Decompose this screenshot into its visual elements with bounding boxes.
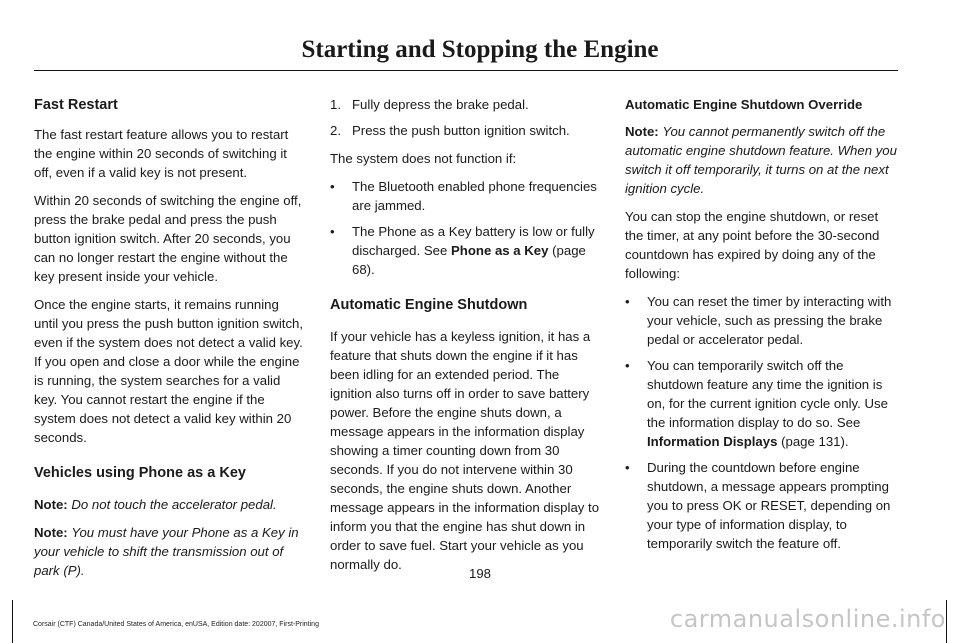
edition-footer: Corsair (CTF) Canada/United States of America, enUSA, Edition date: 202007, First-Printing xyxy=(33,621,319,628)
note-label: Note: xyxy=(625,124,659,139)
steps-list xyxy=(330,95,602,140)
bullet-icon: • xyxy=(330,224,335,239)
list-item xyxy=(625,458,897,553)
section-heading-fast-restart: Fast Restart xyxy=(34,97,118,113)
cross-reference-link[interactable]: Information Displays xyxy=(647,434,778,449)
list-item xyxy=(625,356,897,451)
section-heading-shutdown-override: Automatic Engine Shutdown Override xyxy=(625,97,863,112)
bullet-text: You can reset the timer by interacting with your vehicle, such as pressing the brake pedal or accelerator pedal. xyxy=(647,294,892,347)
list-item xyxy=(330,222,602,279)
bullet-icon: • xyxy=(625,460,630,475)
bullet-icon: • xyxy=(625,358,630,373)
crop-mark-right xyxy=(946,600,947,643)
bullet-text: The Bluetooth enabled phone frequencies are jammed. xyxy=(352,179,597,213)
paragraph: If your vehicle has a keyless ignition, it has a feature that shuts down the engine if it has been idling for an extended period. The ignition also turns off in order to save battery power. Before the engine shuts down, a message appears in the information display showing a timer counting down from 30 seconds. If you do not intervene within 30 seconds, the engine shuts down. Another message appears in the information display to inform you that the engine has shut down in order to save fuel. Start your vehicle as you normally do. xyxy=(330,329,600,572)
note-text: Do not touch the accelerator pedal. xyxy=(71,497,277,512)
crop-mark-left xyxy=(12,600,13,643)
list-item xyxy=(625,292,897,349)
header-divider xyxy=(34,70,898,71)
page-reference: (page 68). xyxy=(352,243,586,277)
paragraph: You can stop the engine shutdown, or reset the timer, at any point before the 30-second countdown has expired by doing any of the following: xyxy=(625,209,880,281)
note xyxy=(34,495,306,514)
section-heading-auto-shutdown: Automatic Engine Shutdown xyxy=(330,297,528,313)
step-number: 1. xyxy=(330,97,341,112)
watermark: carmanualsonline.info xyxy=(669,605,946,633)
step-text: Fully depress the brake pedal. xyxy=(352,97,529,112)
paragraph: The fast restart feature allows you to restart the engine within 20 seconds of switching it off, even if a valid key is not present. xyxy=(34,127,289,180)
column-2 xyxy=(330,95,602,583)
note-text: You must have your Phone as a Key in your vehicle to shift the transmission out of park (P). xyxy=(34,525,299,578)
section-heading-phone-as-key: Vehicles using Phone as a Key xyxy=(34,465,246,481)
note-label: Note: xyxy=(34,497,68,512)
list-item xyxy=(330,121,602,140)
column-3 xyxy=(625,95,897,562)
page-title: Starting and Stopping the Engine xyxy=(301,36,659,63)
bullet-icon: • xyxy=(625,294,630,309)
list-item xyxy=(330,177,602,215)
note-label: Note: xyxy=(34,525,68,540)
page-number: 198 xyxy=(468,566,491,581)
paragraph: Once the engine starts, it remains running until you press the push button ignition switch, even if the system does not detect a valid key. If you open and close a door while the engine is running, the system searches for a valid key. You cannot restart the engine if the system does not detect a valid key within 20 seconds. xyxy=(34,297,304,445)
bullet-list xyxy=(330,177,602,279)
bullet-text: During the countdown before engine shutdown, a message appears prompting you to press OK or RESET, depending on your type of information display, to temporarily switch the feature off. xyxy=(647,460,891,551)
bullet-text: The Phone as a Key battery is low or fully discharged. See xyxy=(352,224,595,258)
bullet-icon: • xyxy=(330,179,335,194)
bullet-text: You can temporarily switch off the shutdown feature any time the ignition is on, for the current ignition cycle only. Use the information display to do so. See xyxy=(647,358,888,430)
note xyxy=(625,122,897,198)
paragraph: The system does not function if: xyxy=(330,151,517,166)
list-item xyxy=(330,95,602,114)
step-number: 2. xyxy=(330,123,341,138)
cross-reference-link[interactable]: Phone as a Key xyxy=(450,243,549,258)
bullet-list xyxy=(625,292,897,553)
note-text: You cannot permanently switch off the automatic engine shutdown feature. When you switch it off temporarily, it turns on at the next ignition cycle. xyxy=(625,124,897,196)
step-text: Press the push button ignition switch. xyxy=(352,123,570,138)
page-reference: (page 131). xyxy=(777,434,849,449)
column-1 xyxy=(34,95,306,589)
paragraph: Within 20 seconds of switching the engine off, press the brake pedal and press the push button ignition switch. After 20 seconds, you can no longer restart the engine without the key present inside your vehicle. xyxy=(34,193,302,284)
